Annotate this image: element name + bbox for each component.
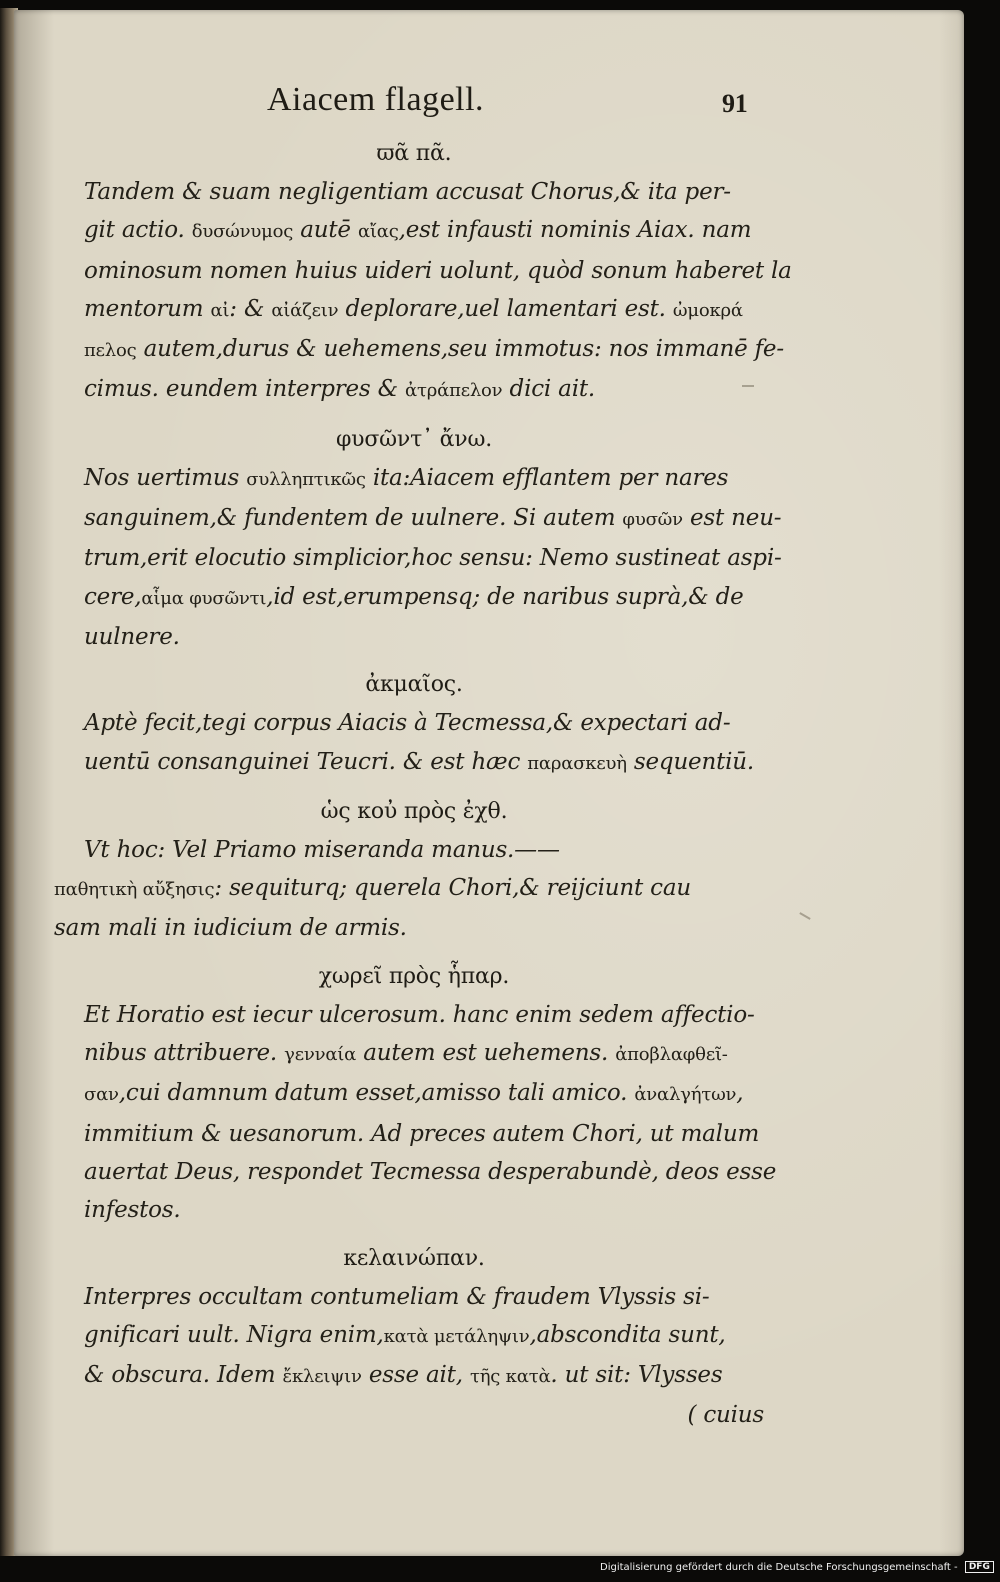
text-line: [54, 1278, 774, 1316]
greek-term: αἷμα φυσῶντι: [141, 587, 267, 609]
greek-term: τῆς κατὰ: [469, 1366, 551, 1388]
lemma-heading: χωρεῖ πρὸς ἧπαρ.: [318, 963, 510, 989]
latin-text: infestos.: [84, 1197, 181, 1224]
text-line: [54, 290, 774, 330]
text-line: [54, 831, 774, 869]
latin-text: ,id est,erumpensq; de naribus suprà,& de: [266, 583, 744, 610]
text-line: [54, 578, 774, 618]
greek-term: κατὰ μετάληψιν: [383, 1325, 530, 1347]
greek-term: δυσώνυμος: [191, 221, 294, 243]
page-number: 91: [722, 89, 748, 118]
lemma-heading: ϖᾶ πᾶ.: [376, 141, 452, 166]
latin-text: uentū consanguinei Teucri. & est hæc: [84, 748, 528, 775]
greek-term: σαν: [84, 1084, 119, 1106]
greek-term: παρασκευὴ: [527, 752, 627, 774]
greek-term: αἴας: [357, 221, 399, 243]
book-page: [14, 10, 964, 1556]
latin-text: autem,durus & uehemens,seu immotus: nos immanē fe-: [136, 336, 784, 363]
commentary-paragraph: [54, 831, 774, 948]
dfg-logo: DFG: [965, 1561, 994, 1573]
latin-text: Vt hoc: Vel Priamo miseranda manus.——: [84, 836, 560, 863]
greek-term: ἀναλγήτων: [634, 1084, 737, 1106]
text-line: [54, 539, 782, 577]
text-line: [54, 909, 774, 947]
greek-term: παθητικὴ αὔξησις: [54, 879, 215, 901]
text-line: [54, 1115, 774, 1153]
latin-text: sanguinem,& fundentem de uulnere. Si autem: [84, 505, 623, 532]
greek-term: φυσῶν: [622, 509, 683, 531]
latin-text: sam mali in iudicium de armis.: [54, 915, 407, 942]
text-line: [54, 1074, 774, 1114]
text-line: [54, 1316, 774, 1356]
greek-term: γενναία: [284, 1044, 357, 1066]
latin-text: dici ait.: [502, 376, 595, 403]
catchword: ( cuius: [687, 1402, 764, 1429]
latin-text: git actio.: [84, 217, 192, 244]
lemma-heading: κελαινώπαν.: [343, 1245, 485, 1271]
latin-text: & obscura. Idem: [84, 1362, 283, 1389]
latin-text: ominosum nomen huius uideri uolunt, quòd sonum haberet la: [84, 257, 792, 284]
latin-text: trum,erit elocutio simplicior,hoc sensu: Nemo sustineat aspi-: [84, 545, 782, 572]
commentary-paragraph: [54, 996, 777, 1230]
greek-term: ἀτράπελον: [405, 380, 503, 402]
latin-text: nibus attribuere.: [84, 1040, 285, 1067]
lemma-heading: ἀκμαῖος.: [365, 672, 463, 698]
greek-term: ἀποβλαφθεῖ-: [615, 1044, 728, 1066]
latin-text: . ut sit: Vlysses: [550, 1362, 723, 1389]
latin-text: cimus. eundem interpres &: [84, 376, 406, 403]
running-head: Aiacem flagell.: [267, 81, 485, 118]
latin-text: est neu-: [682, 505, 782, 532]
latin-text: : &: [229, 295, 272, 322]
page-text: [54, 75, 792, 1435]
commentary-sections: [54, 135, 792, 1396]
lemma-heading: ὡς κοὐ πρὸς ἐχθ.: [320, 798, 508, 824]
text-line: [54, 1356, 774, 1396]
latin-text: esse ait,: [361, 1362, 470, 1389]
latin-text: sequentiū.: [626, 748, 755, 775]
ink-mark: [799, 912, 810, 920]
latin-text: autē: [293, 217, 358, 244]
page-header: [54, 75, 774, 135]
commentary-paragraph: [54, 704, 774, 783]
greek-term: ὠμοκρά: [672, 299, 743, 321]
greek-term: συλληπτικῶς: [246, 468, 366, 490]
text-line: [54, 1034, 774, 1074]
text-line: [54, 618, 774, 656]
latin-text: Interpres occultam contumeliam & fraudem Vlyssis si-: [84, 1283, 710, 1310]
greek-term: πελος: [84, 340, 137, 362]
commentary-paragraph: [54, 173, 792, 411]
text-line: [54, 370, 774, 410]
latin-text: ita:Aiacem efflantem per nares: [365, 464, 729, 491]
latin-text: deplorare,uel lamentari est.: [338, 295, 673, 322]
text-line: [54, 252, 792, 290]
text-line: [54, 743, 774, 783]
footer-credit: [600, 1561, 994, 1573]
latin-text: Et Horatio est iecur ulcerosum. hanc enim sedem affectio-: [84, 1001, 755, 1028]
text-line: [54, 211, 774, 251]
greek-term: ἔκλειψιν: [282, 1366, 362, 1388]
latin-text: ,cui damnum datum esset,amisso tali amico.: [118, 1080, 635, 1107]
greek-term: αἰ: [210, 299, 230, 321]
latin-text: auertat Deus, respondet Tecmessa desperabundè, deos esse: [84, 1158, 777, 1185]
latin-text: ,abscondita sunt,: [529, 1321, 726, 1348]
latin-text: cere,: [84, 583, 142, 610]
latin-text: ,est infausti nominis Aiax. nam: [398, 217, 752, 244]
latin-text: mentorum: [84, 295, 211, 322]
latin-text: autem est uehemens.: [356, 1040, 616, 1067]
text-line: [54, 459, 774, 499]
latin-text: uulnere.: [84, 623, 180, 650]
text-line: [54, 1191, 774, 1229]
latin-text: Nos uertimus: [84, 464, 247, 491]
latin-text: Aptè fecit,tegi corpus Aiacis à Tecmessa,& expectari ad-: [84, 710, 731, 737]
latin-text: gnificari uult. Nigra enim,: [84, 1321, 384, 1348]
text-line: [54, 1153, 777, 1191]
latin-text: ,: [736, 1080, 744, 1107]
text-line: [54, 869, 774, 909]
text-line: [54, 330, 784, 370]
text-line: [54, 704, 774, 742]
text-line: [54, 499, 782, 539]
latin-text: Tandem & suam negligentiam accusat Chorus,& ita per-: [84, 179, 731, 205]
greek-term: αἰάζειν: [271, 299, 339, 321]
commentary-paragraph: [54, 1278, 774, 1397]
text-line: [54, 996, 774, 1034]
commentary-paragraph: [54, 459, 782, 656]
lemma-heading: φυσῶντ᾽ ἄνω.: [335, 426, 493, 452]
text-line: [54, 173, 774, 211]
footer-text: Digitalisierung gefördert durch die Deutsche Forschungsgemeinschaft -: [600, 1562, 958, 1573]
latin-text: immitium & uesanorum. Ad preces autem Chori, ut malum: [84, 1120, 760, 1147]
latin-text: : sequiturq; querela Chori,& reijciunt cau: [214, 875, 691, 902]
